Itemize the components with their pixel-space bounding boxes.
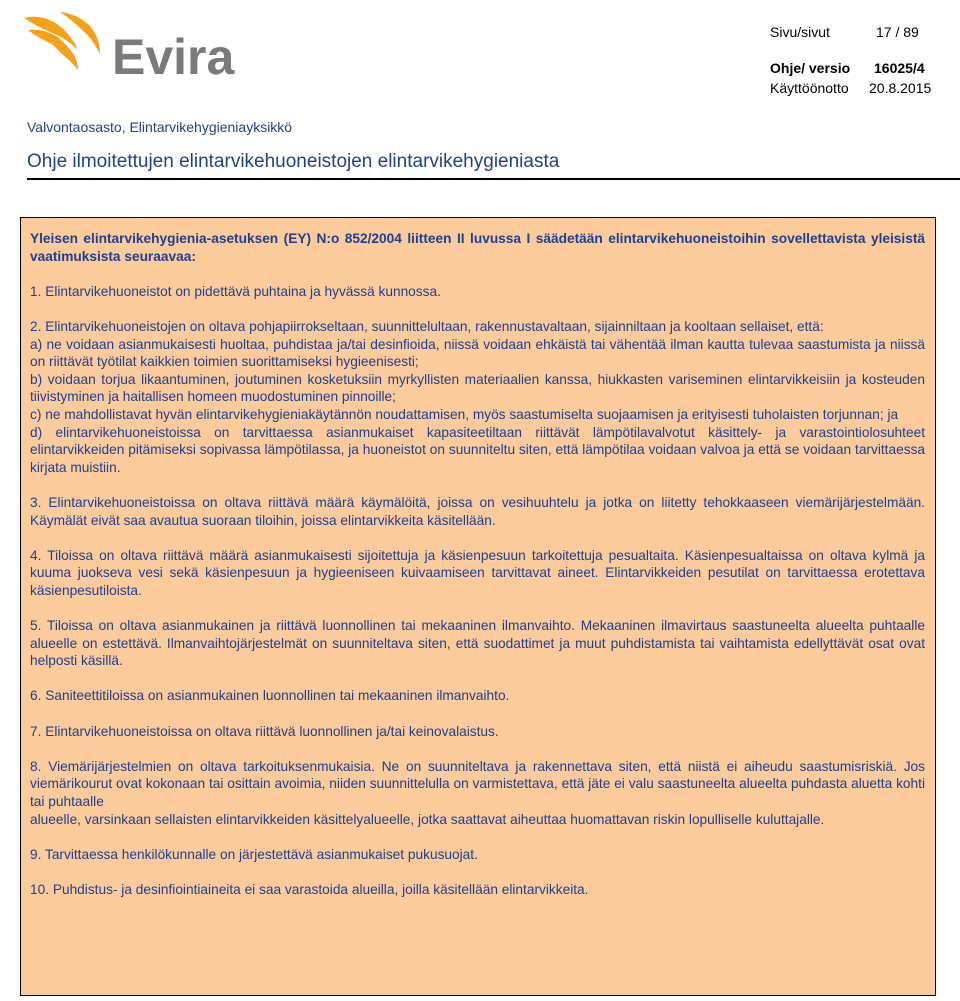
svg-text:Evira: Evira [112, 29, 235, 84]
requirement-3: 3. Elintarvikehuoneistoissa on oltava riittävä määrä käymälöitä, joissa on vesihuuhtelu ja jotka on liitetty tehokkaaseen viemärijärjestelmään. Käymälät eivät saa avautua suoraan tiloihin, joissa elintarvikkeita käsitellään. [30, 494, 925, 528]
requirement-10: 10. Puhdistus- ja desinfiointiaineita ei saa varastoida alueilla, joilla käsitellään elintarvikkeita. [30, 881, 589, 897]
requirement-2b: b) voidaan torjua likaantuminen, joutuminen kosketuksiin myrkyllisten materiaalien kanssa, hiukkasten variseminen elintarvikkeisiin ja kosteuden tiivistyminen ja haitallisen homeen muodostuminen pinnoille; [30, 371, 925, 405]
requirement-2d: d) elintarvikehuoneistoissa on tarvittaessa asianmukaiset kapasiteetiltaan riittävät lämpötilavalvotut käsittely- ja varastointiolosuhteet elintarvikkeiden pitämiseksi sopivassa lämpötilassa, ja huoneistot on suunniteltu siten, että lämpötilaa voidaan valvoa ja että se voidaan tarvittaessa kirjata muistiin. [30, 424, 925, 475]
requirements-intro: Yleisen elintarvikehygienia-asetuksen (EY) N:o 852/2004 liitteen II luvussa I säädetään elintarvikehuoneistoihin sovellettavista yleisistä vaatimuksista seuraavaa: [30, 231, 925, 264]
evira-logo [20, 8, 252, 84]
page-number: 17 / 89 [876, 24, 919, 40]
requirement-9: 9. Tarvittaessa henkilökunnalle on järjestettävä asianmukaiset pukusuojat. [30, 846, 478, 862]
requirement-5: 5. Tiloissa on oltava asianmukainen ja riittävä luonnollinen tai mekaaninen ilmanvaihto. Mekaaninen ilmavirtaus saastuneelta alueelta puhtaalle alueelle on estettävä. Ilmanvaihtojärjestelmät on suunniteltava siten, että suodattimet ja muut puhdistamista tai vaihtamista edellyttävät osat ovat helposti käsillä. [30, 618, 925, 669]
version-number: 16025/4 [874, 60, 925, 76]
requirement-1: 1. Elintarvikehuoneistot on pidettävä puhtaina ja hyvässä kunnossa. [30, 283, 441, 299]
organization-name: Valvontaosasto, Elintarvikehygieniayksikkö [27, 119, 293, 135]
requirement-7: 7. Elintarvikehuoneistoissa on oltava riittävä luonnollinen ja/tai keinovalaistus. [30, 723, 499, 739]
requirement-2c: c) ne mahdollistavat hyvän elintarvikehygieniakäytännön noudattamisen, myös saastumiselta suojaamisen ja erityisesti tuholaisten torjunnan; ja [30, 406, 899, 422]
requirement-6: 6. Saniteettitiloissa on asianmukainen luonnollinen tai mekaaninen ilmanvaihto. [30, 688, 510, 704]
page-label: Sivu/sivut [770, 24, 830, 40]
requirement-8-continued: alueelle, varsinkaan sellaisten elintarvikkeiden käsittelyalueelle, jotka saattavat aiheuttaa huomattavan riskin lopulliselle kuluttajalle. [30, 811, 825, 827]
document-title: Ohje ilmoitettujen elintarvikehuoneistojen elintarvikehygieniasta [27, 151, 560, 172]
requirement-4: 4. Tiloissa on oltava riittävä määrä asianmukaisesti sijoitettuja ja käsienpesuun tarkoitettuja pesualtaita. Käsienpesualtaissa on oltava kylmä ja kuuma juokseva vesi sekä käsienpesuun ja hygieeniseen kuivaamiseen tarvittavat aineet. Elintarvikkeiden pesutilat on tarvittaessa erotettava käsienpesutiloista. [30, 547, 925, 598]
logo-emblem-icon [24, 12, 100, 70]
header-divider [27, 178, 960, 180]
requirement-2: 2. Elintarvikehuoneistojen on oltava pohjapiirrokseltaan, suunnittelultaan, rakennustavaltaan, sijainniltaan ja kooltaan sellaiset, että: [30, 318, 824, 334]
version-label: Ohje/ versio [770, 60, 851, 76]
requirement-8: 8. Viemärijärjestelmien on oltava tarkoituksenmukaisia. Ne on suunniteltava ja rakennettava siten, että niistä ei aiheudu saastumisriskiä. Jos viemärikourut ovat kokonaan tai osittain avoimia, niiden suunnittelulla on varmistettava, että jäte ei valu saastuneelta alueelta puhdasta aluetta kohti tai puhtaalle [30, 758, 925, 809]
requirements-box [20, 217, 936, 996]
date-label: Käyttöönotto [770, 80, 849, 96]
requirement-2a: a) ne voidaan asianmukaisesti huoltaa, puhdistaa ja/tai desinfioida, niissä voidaan ehkäistä tai vähentää ilman kautta tulevaa saastumista ja niissä on riittävät työtilat kaikkien toimien suorittamiseksi hygieenisesti; [30, 336, 925, 370]
date-value: 20.8.2015 [869, 80, 932, 96]
